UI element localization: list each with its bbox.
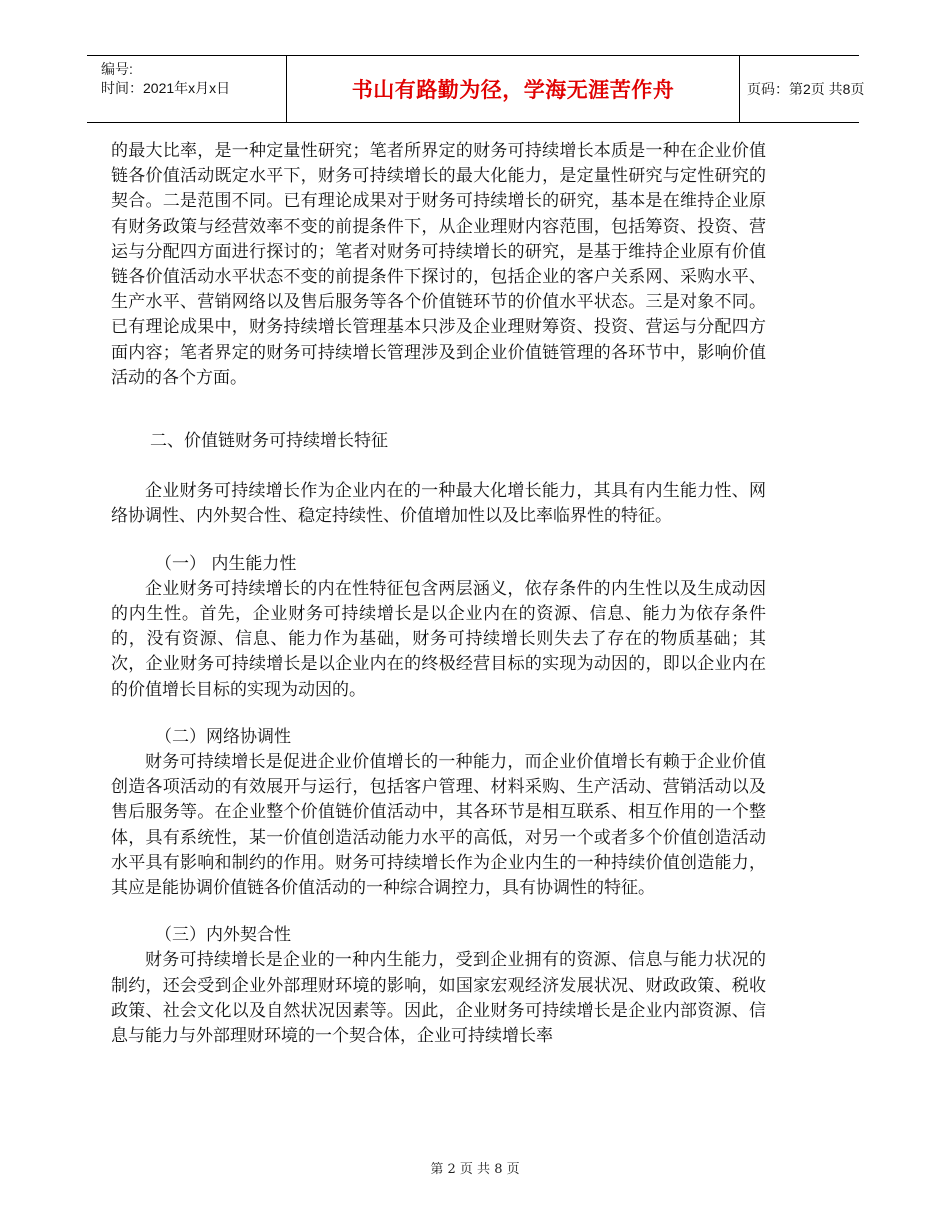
paragraph: 财务可持续增长是企业的一种内生能力，受到企业拥有的资源、信息与能力状况的制约，还会受到企业外部理财环境的影响，如国家宏观经济发展状况、财政政策、税收政策、社会文化以及自然状况因素等。因此，企业财务可持续增长是企业内部资源、信息与能力与外部理财环境的一个契合体，企业可持续增长率 (111, 950, 766, 1047)
document-time-label: 时间：2021年x月x日 (101, 80, 231, 96)
subsection-heading: （二）网络协调性 (155, 726, 291, 747)
subsection-heading: （三）内外契合性 (155, 925, 291, 946)
paragraph: 企业财务可持续增长作为企业内在的一种最大化增长能力，其具有内生能力性、网络协调性、内外契合性、稳定持续性、价值增加性以及比率临界性的特征。 (111, 481, 766, 527)
page-header (87, 55, 865, 123)
subsection-heading: （一） 内生能力性 (155, 553, 297, 574)
header-motto-cell (286, 56, 740, 122)
section-heading: 二、价值链财务可持续增长特征 (150, 431, 388, 452)
paragraph: 企业财务可持续增长的内在性特征包含两层涵义，依存条件的内生性以及生成动因的内生性。首先，企业财务可持续增长是以企业内在的资源、信息、能力为依存条件的，没有资源、信息、能力作为基础，财务可持续增长则失去了存在的物质基础；其次，企业财务可持续增长是以企业内在的终极经营目标的实现为动因的，即以企业内在的价值增长目标的实现为动因的。 (111, 578, 766, 700)
document-number-label: 编号: (101, 61, 133, 77)
paragraph: 财务可持续增长是促进企业价值增长的一种能力，而企业价值增长有赖于企业价值创造各项活动的有效展开与运行，包括客户管理、材料采购、生产活动、营销活动以及售后服务等。在企业整个价值链价值活动中，其各环节是相互联系、相互作用的一个整体，具有系统性，某一价值创造活动能力水平的高低，对另一个或者多个价值创造活动水平具有影响和制约的作用。财务可持续增长作为企业内生的一种持续价值创造能力，其应是能协调价值链各价值活动的一种综合调控力，具有协调性的特征。 (111, 752, 766, 899)
paragraph: 的最大比率，是一种定量性研究；笔者所界定的财务可持续增长本质是一种在企业价值链各价值活动既定水平下，财务可持续增长的最大化能力，是定量性研究与定性研究的契合。二是范围不同。已有理论成果对于财务可持续增长的研究，基本是在维持企业原有财务政策与经营效率不变的前提条件下，从企业理财内容范围，包括筹资、投资、营运与分配四方面进行探讨的；笔者对财务可持续增长的研究，是基于维持企业原有价值链各价值活动水平状态不变的前提条件下探讨的，包括企业的客户关系网、采购水平、生产水平、营销网络以及售后服务等各个价值链环节的价值水平状态。三是对象不同。已有理论成果中，财务持续增长管理基本只涉及企业理财筹资、投资、营运与分配四方面内容；笔者界定的财务可持续增长管理涉及到企业价值链管理的各环节中，影响价值活动的各个方面。 (111, 141, 766, 388)
document-body (111, 139, 766, 1049)
header-motto: 书山有路勤为径，学海无涯苦作舟 (351, 78, 675, 102)
header-meta (101, 60, 291, 98)
page-footer: 第 2 页 共 8 页 (430, 1162, 520, 1177)
header-page-info: 页码：第2页 共8页 (747, 81, 865, 97)
